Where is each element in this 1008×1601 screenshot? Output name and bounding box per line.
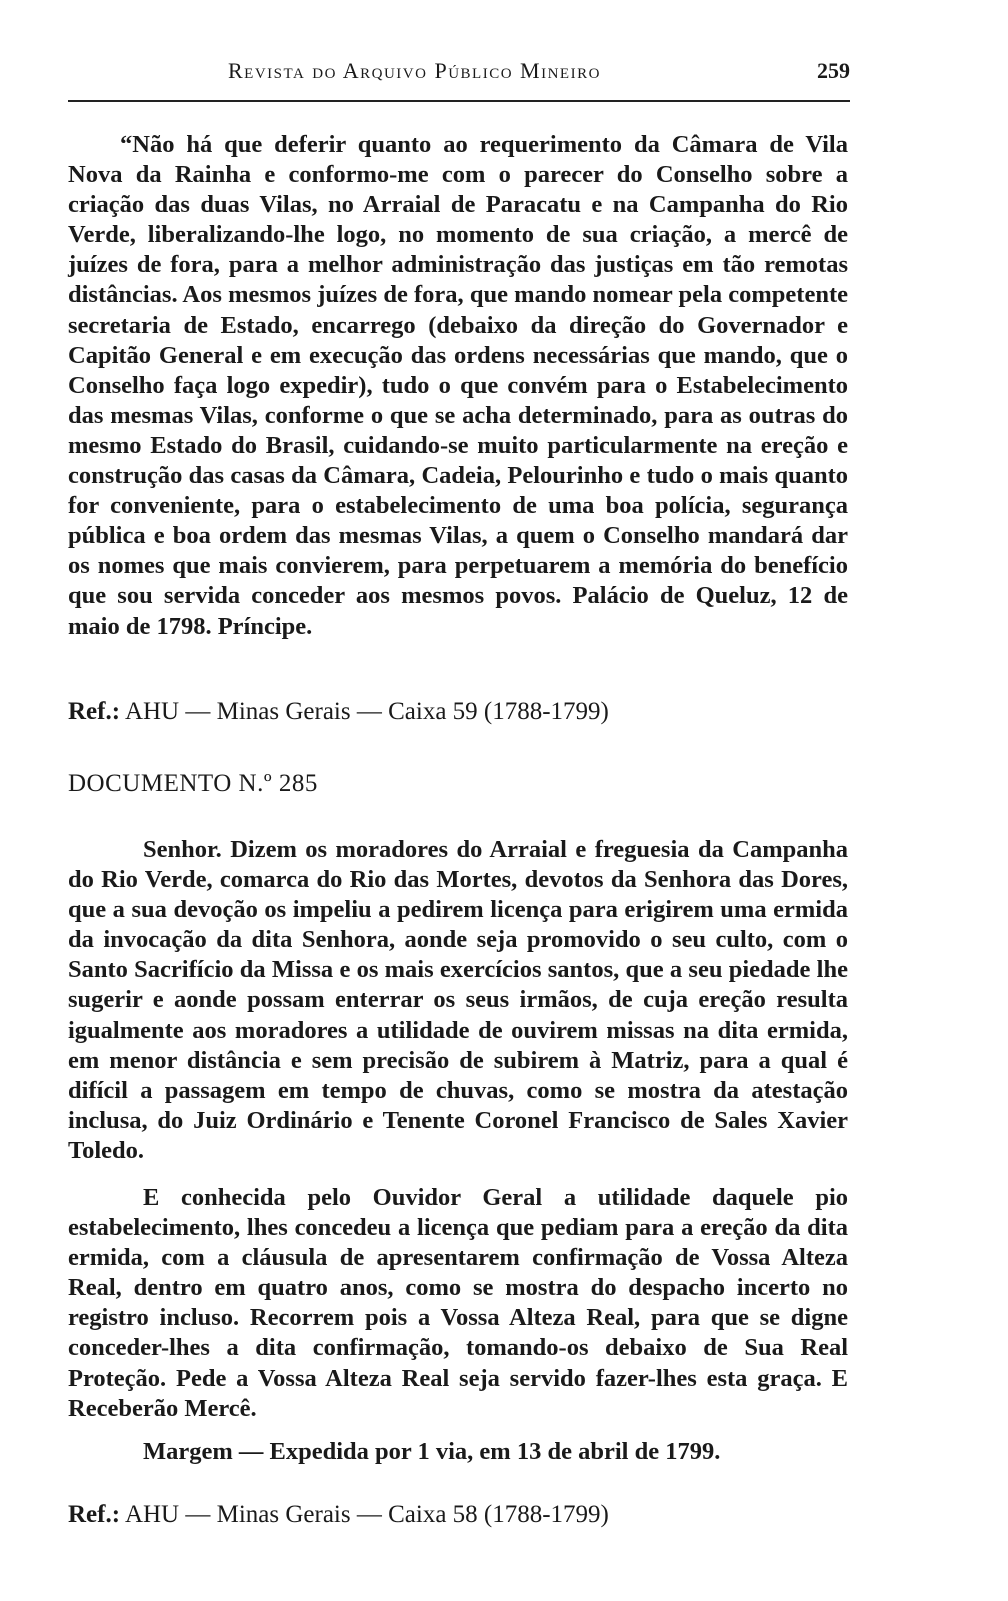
document-heading: DOCUMENTO N.º 285: [68, 770, 318, 797]
journal-title: Revista do Arquivo Público Mineiro: [228, 58, 601, 83]
reference-label: Ref.:: [68, 698, 121, 725]
petition-continuation-paragraph: E conhecida pelo Ouvidor Geral a utilidade daquele pio estabelecimento, lhes concedeu a licença que pediam para a ereção da dita ermida, com a cláusula de apresentarem confirmação de Vossa Alteza Real, dentro em quatro anos, como se mostra do despacho incerto no registro incluso. Recorrem pois a Vossa Alteza Real, para que se digne conceder-lhes a dita confirmação, tomando-os debaixo de Sua Real Proteção. Pede a Vossa Alteza Real seja servido fazer-lhes esta graça. E Receberão Mercê.: [68, 1184, 848, 1422]
running-header: [68, 58, 850, 94]
reference-label: Ref.:: [68, 1501, 121, 1528]
header-rule: [68, 100, 850, 102]
page-number: 259: [817, 58, 850, 83]
margin-note: Margem — Expedida por 1 via, em 13 de abril de 1799.: [143, 1438, 721, 1465]
reference-text: AHU — Minas Gerais — Caixa 58 (1788-1799): [124, 1501, 609, 1528]
petition-paragraph: Senhor. Dizem os moradores do Arraial e freguesia da Campanha do Rio Verde, comarca do Rio das Mortes, devotos da Senhora das Dores, que a sua devoção os impeliu a pedirem licença para erigirem uma ermida da invocação da dita Senhora, aonde seja promovido o seu culto, com o Santo Sacrifício da Missa e os mais exercícios santos, que a seu piedade lhe sugerir e aonde possam enterrar os seus irmãos, de cuja ereção resulta igualmente aos moradores a utilidade de ouvirem missas na dita ermida, em menor distância e sem precisão de subirem à Matriz, para a qual é difícil a passagem em tempo de chuvas, como se mostra da atestação inclusa, do Juiz Ordinário e Tenente Coronel Francisco de Sales Xavier Toledo.: [68, 836, 848, 1164]
reference-text: AHU — Minas Gerais — Caixa 59 (1788-1799): [124, 698, 609, 725]
royal-decree-paragraph: “Não há que deferir quanto ao requerimento da Câmara de Vila Nova da Rainha e conformo-me com o parecer do Conselho sobre a criação das duas Vilas, no Arraial de Paracatu e na Campanha do Rio Verde, liberalizando-lhe logo, no momento de sua criação, a mercê de juízes de fora, para a melhor administração das justiças em tão remotas distâncias. Aos mesmos juízes de fora, que mando nomear pela competente secretaria de Estado, encarrego (debaixo da direção do Governador e Capitão General e em execução das ordens necessárias que mando, que o Conselho faça logo expedir), tudo o que convém para o Estabelecimento das mesmas Vilas, conforme o que se acha determinado, para as outras do mesmo Estado do Brasil, cuidando-se muito particularmente na ereção e construção das casas da Câmara, Cadeia, Pelourinho e tudo o mais quanto for conveniente, para o estabelecimento de uma boa polícia, segurança pública e boa ordem das mesmas Vilas, a quem o Conselho mandará dar os nomes que mais convierem, para perpetuarem a memória do benefício que sou servida conceder aos mesmos povos. Palácio de Queluz, 12 de maio de 1798. Príncipe.: [68, 131, 848, 640]
reference-line-1: [68, 697, 609, 727]
reference-line-2: [68, 1500, 609, 1530]
